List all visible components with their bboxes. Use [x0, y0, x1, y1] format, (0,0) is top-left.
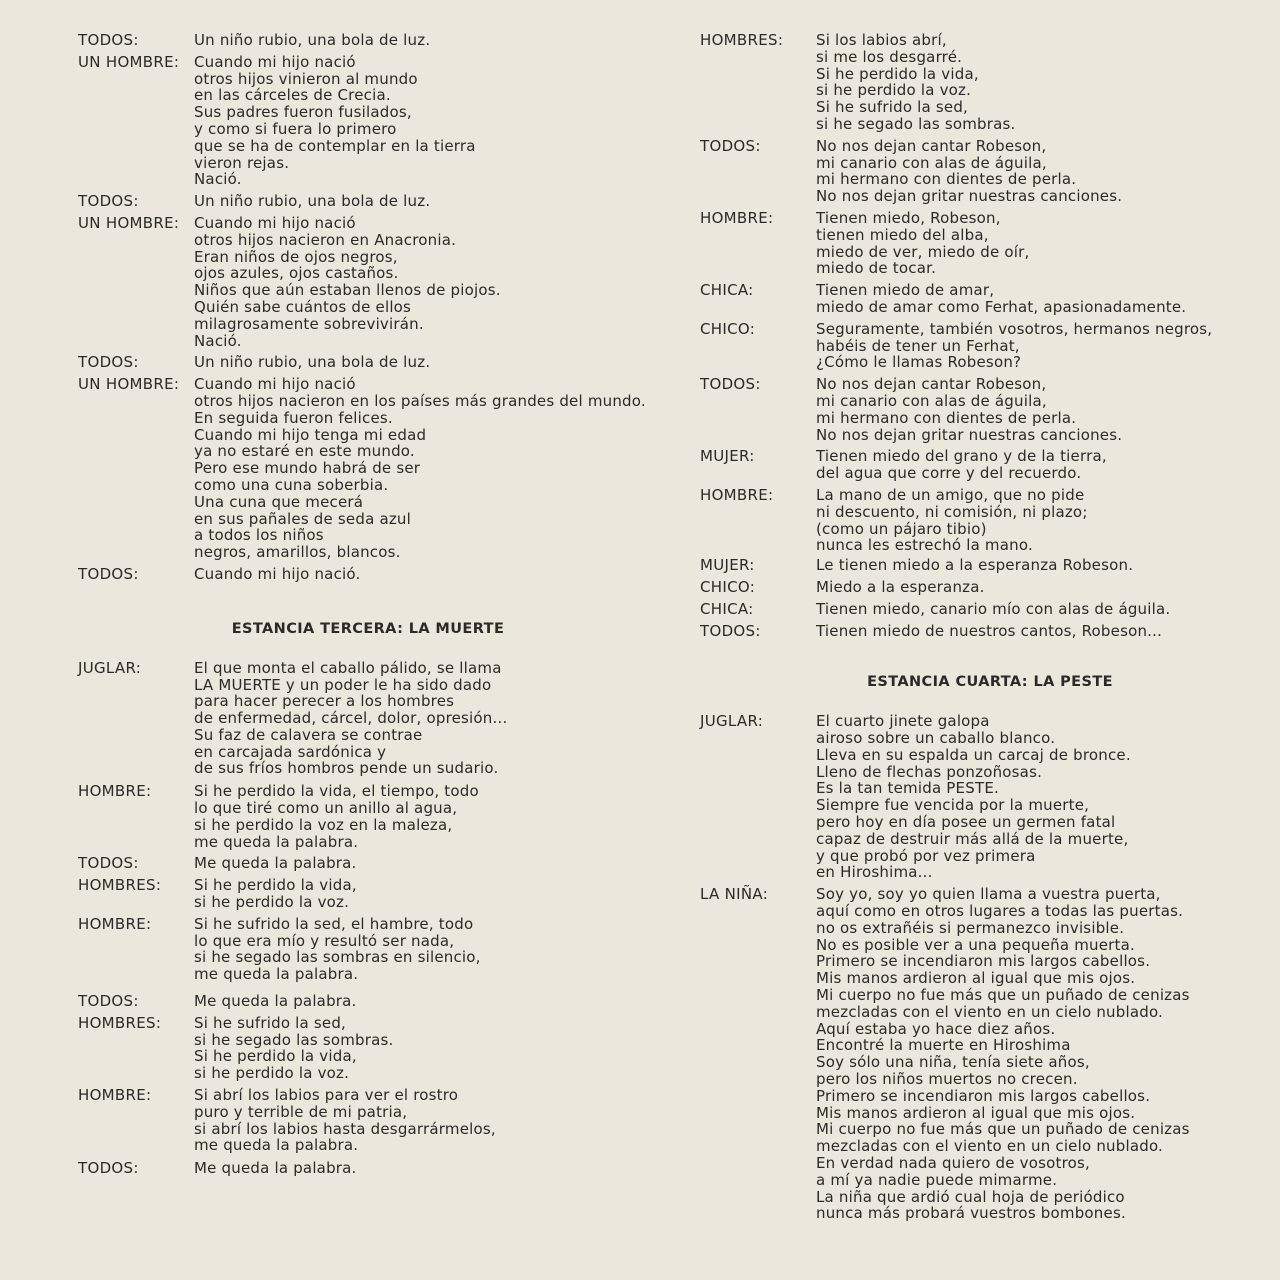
verse-text: [816, 579, 1240, 596]
speaker-label: UN HOMBRE:: [78, 375, 180, 394]
verse-line: si abrí los labios hasta desgarrármelos,: [194, 1119, 496, 1138]
verse-line: nunca más probará vuestros bombones.: [816, 1204, 1126, 1223]
verse-line: No nos dejan gritar nuestras canciones.: [816, 187, 1123, 206]
verse-line: Cuando mi hijo nació: [194, 213, 356, 232]
verse-line: que se ha de contemplar en la tierra: [194, 136, 476, 155]
verse-line: no os extrañéis si permanezco invisible.: [816, 918, 1125, 937]
verse-line: nunca les estrechó la mano.: [816, 536, 1033, 555]
verse-line: lo que tiré como un anillo al agua,: [194, 799, 458, 818]
verse-line: Nació.: [194, 331, 242, 350]
verse-text: [194, 376, 658, 561]
verse-line: Un niño rubio, una bola de luz.: [194, 31, 431, 49]
verse-text: [194, 1087, 658, 1154]
left-column: [78, 32, 658, 1177]
verse-line: si he perdido la voz en la maleza,: [194, 815, 453, 834]
verse-line: si he perdido la voz.: [816, 81, 972, 100]
verse-text: [816, 32, 1240, 133]
verse-line: miedo de amar como Ferhat, apasionadamente.: [816, 297, 1187, 316]
verse-line: Lleva en su espalda un carcaj de bronce.: [816, 745, 1131, 764]
dialogue-entry: [78, 376, 658, 561]
speaker-label: TODOS:: [78, 854, 139, 873]
verse-text: [816, 282, 1240, 316]
verse-line: Eran niños de ojos negros,: [194, 247, 398, 266]
speaker-label: TODOS:: [700, 375, 761, 394]
verse-text: [194, 993, 658, 1010]
speaker-label: CHICO:: [700, 577, 756, 596]
verse-text: [816, 321, 1240, 371]
verse-line: Me queda la palabra.: [194, 992, 357, 1011]
verse-line: habéis de tener un Ferhat,: [816, 336, 1020, 355]
dialogue-entry: [78, 660, 658, 778]
verse-line: (como un pájaro tibio): [816, 519, 987, 538]
verse-text: [816, 487, 1240, 554]
verse-text: [816, 601, 1240, 618]
speaker-label: MUJER:: [700, 447, 755, 466]
verse-line: milagrosamente sobrevivirán.: [194, 314, 424, 333]
verse-line: Tienen miedo, canario mío con alas de águila.: [816, 599, 1171, 618]
verse-line: Mi cuerpo no fue más que un puñado de cenizas: [816, 1120, 1190, 1139]
dialogue-entry: [78, 916, 658, 983]
speaker-label: TODOS:: [78, 192, 139, 211]
verse-line: Tienen miedo de amar,: [816, 281, 995, 300]
verse-text: [194, 215, 658, 349]
dialogue-entry: [78, 215, 658, 349]
dialogue-entry: [700, 487, 1240, 554]
speaker-label: MUJER:: [700, 556, 755, 575]
section-heading: ESTANCIA TERCERA: LA MUERTE: [231, 620, 505, 637]
speaker-label: TODOS:: [700, 136, 761, 155]
verse-text: [194, 783, 658, 850]
verse-line: si he segado las sombras.: [194, 1030, 394, 1049]
dialogue-entry: [78, 54, 658, 188]
verse-line: Mis manos ardieron al igual que mis ojos.: [816, 1103, 1136, 1122]
verse-line: otros hijos nacieron en los países más grandes del mundo.: [194, 391, 646, 410]
verse-line: Si he perdido la vida,: [816, 64, 979, 83]
speaker-label: TODOS:: [78, 564, 139, 583]
verse-line: mi canario con alas de águila,: [816, 391, 1047, 410]
speaker-label: CHICO:: [700, 319, 756, 338]
verse-line: LA MUERTE y un poder le ha sido dado: [194, 675, 492, 694]
verse-line: En seguida fueron felices.: [194, 408, 393, 427]
verse-line: Es la tan temida PESTE.: [816, 779, 999, 798]
speaker-label: TODOS:: [78, 992, 139, 1011]
verse-line: mi canario con alas de águila,: [816, 153, 1047, 172]
dialogue-entry: [700, 557, 1240, 574]
verse-line: pero hoy en día posee un germen fatal: [816, 813, 1116, 832]
verse-line: si he segado las sombras.: [816, 114, 1016, 133]
verse-line: del agua que corre y del recuerdo.: [816, 464, 1082, 483]
dialogue-entry: [700, 321, 1240, 371]
verse-line: ni descuento, ni comisión, ni plazo;: [816, 502, 1088, 521]
verse-line: La niña que ardió cual hoja de periódico: [816, 1187, 1125, 1206]
dialogue-entry: [78, 354, 658, 371]
verse-line: capaz de destruir más allá de la muerte,: [816, 829, 1129, 848]
dialogue-entry: [700, 623, 1240, 640]
verse-line: En verdad nada quiero de vosotros,: [816, 1154, 1090, 1173]
speaker-label: UN HOMBRE:: [78, 52, 180, 71]
verse-line: si he perdido la voz.: [194, 1064, 350, 1083]
verse-line: miedo de ver, miedo de oír,: [816, 242, 1030, 261]
verse-line: y como si fuera lo primero: [194, 119, 397, 138]
verse-line: como una cuna soberbia.: [194, 475, 389, 494]
verse-text: [194, 877, 658, 911]
verse-line: Tienen miedo del grano y de la tierra,: [816, 447, 1107, 466]
verse-text: [194, 855, 658, 872]
verse-line: en sus pañales de seda azul: [194, 509, 411, 528]
verse-line: otros hijos nacieron en Anacronia.: [194, 230, 457, 249]
verse-line: Si he sufrido la sed, el hambre, todo: [194, 914, 474, 933]
verse-line: mi hermano con dientes de perla.: [816, 408, 1077, 427]
verse-line: ¿Cómo le llamas Robeson?: [816, 353, 1022, 372]
speaker-label: HOMBRE:: [78, 914, 152, 933]
dialogue-entry: [78, 1015, 658, 1082]
verse-line: aquí como en otros lugares a todas las puertas.: [816, 902, 1184, 921]
verse-line: miedo de tocar.: [816, 259, 937, 278]
dialogue-entry: [700, 32, 1240, 133]
speaker-label: HOMBRE:: [78, 1086, 152, 1105]
verse-line: Quién sabe cuántos de ellos: [194, 297, 412, 316]
verse-text: [194, 54, 658, 188]
verse-line: vieron rejas.: [194, 153, 290, 172]
dialogue-entry: [700, 210, 1240, 277]
verse-line: ojos azules, ojos castaños.: [194, 264, 399, 283]
verse-line: de sus fríos hombros pende un sudario.: [194, 759, 499, 778]
dialogue-entry: [700, 282, 1240, 316]
verse-text: [194, 193, 658, 210]
verse-line: Si he sufrido la sed,: [816, 98, 969, 117]
speaker-label: HOMBRE:: [700, 208, 774, 227]
dialogue-entry: [700, 886, 1240, 1222]
verse-text: [816, 557, 1240, 574]
verse-line: para hacer perecer a los hombres: [194, 692, 455, 711]
speaker-label: HOMBRE:: [78, 782, 152, 801]
dialogue-entry: [78, 993, 658, 1010]
dialogue-entry: [700, 376, 1240, 443]
verse-line: Aquí estaba yo hace diez años.: [816, 1019, 1056, 1038]
verse-text: [816, 448, 1240, 482]
verse-line: Cuando mi hijo nació: [194, 375, 356, 394]
verse-line: Primero se incendiaron mis largos cabellos.: [816, 952, 1151, 971]
verse-line: Si he perdido la vida,: [194, 876, 357, 895]
verse-line: Si he perdido la vida,: [194, 1047, 357, 1066]
speaker-label: LA NIÑA:: [700, 885, 769, 904]
verse-line: Si he sufrido la sed,: [194, 1013, 347, 1032]
verse-line: lo que era mío y resultó ser nada,: [194, 931, 455, 950]
verse-line: en Hiroshima...: [816, 863, 933, 882]
speaker-label: HOMBRES:: [700, 31, 784, 49]
verse-line: mi hermano con dientes de perla.: [816, 170, 1077, 189]
verse-line: No nos dejan gritar nuestras canciones.: [816, 425, 1123, 444]
verse-line: me queda la palabra.: [194, 832, 359, 851]
verse-line: a mí ya nadie puede mimarme.: [816, 1170, 1058, 1189]
verse-text: [194, 916, 658, 983]
verse-line: mezcladas con el viento en un cielo nublado.: [816, 1137, 1164, 1156]
verse-line: Soy sólo una niña, tenía siete años,: [816, 1053, 1090, 1072]
verse-line: me queda la palabra.: [194, 965, 359, 984]
dialogue-entry: [78, 783, 658, 850]
speaker-label: TODOS:: [78, 353, 139, 372]
dialogue-entry: [78, 1160, 658, 1177]
dialogue-entry: [78, 32, 658, 49]
verse-line: Seguramente, también vosotros, hermanos negros,: [816, 319, 1213, 338]
speaker-label: HOMBRE:: [700, 485, 774, 504]
verse-line: Niños que aún estaban llenos de piojos.: [194, 281, 501, 300]
verse-line: Su faz de calavera se contrae: [194, 725, 423, 744]
verse-line: Encontré la muerte en Hiroshima: [816, 1036, 1071, 1055]
verse-line: Si abrí los labios para ver el rostro: [194, 1086, 459, 1105]
verse-text: [194, 32, 658, 49]
verse-line: Nació.: [194, 170, 242, 189]
dialogue-entry: [700, 448, 1240, 482]
verse-line: El que monta el caballo pálido, se llama: [194, 658, 502, 677]
verse-text: [816, 713, 1240, 881]
dialogue-entry: [700, 601, 1240, 618]
verse-text: [194, 1015, 658, 1082]
verse-line: Le tienen miedo a la esperanza Robeson.: [816, 556, 1134, 575]
section-heading: ESTANCIA CUARTA: LA PESTE: [867, 674, 1113, 691]
verse-line: Si los labios abrí,: [816, 31, 947, 49]
right-column: [700, 32, 1240, 1222]
dialogue-entry: [78, 193, 658, 210]
verse-line: Tienen miedo, Robeson,: [816, 208, 1001, 227]
verse-line: si me los desgarré.: [816, 47, 963, 66]
verse-line: Un niño rubio, una bola de luz.: [194, 353, 431, 372]
dialogue-entry: [700, 138, 1240, 205]
verse-line: y que probó por vez primera: [816, 846, 1036, 865]
verse-text: [194, 566, 658, 583]
verse-line: airoso sobre un caballo blanco.: [816, 729, 1056, 748]
verse-line: Me queda la palabra.: [194, 854, 357, 873]
verse-line: ya no estaré en este mundo.: [194, 442, 415, 461]
verse-line: No es posible ver a una pequeña muerta.: [816, 935, 1135, 954]
verse-text: [816, 886, 1240, 1222]
speaker-label: TODOS:: [700, 621, 761, 640]
verse-line: Sus padres fueron fusilados,: [194, 103, 412, 122]
verse-text: [816, 210, 1240, 277]
verse-line: me queda la palabra.: [194, 1136, 359, 1155]
verse-text: [194, 660, 658, 778]
verse-line: El cuarto jinete galopa: [816, 712, 990, 731]
dialogue-entry: [78, 877, 658, 911]
verse-line: Lleno de flechas ponzoñosas.: [816, 762, 1043, 781]
verse-line: Pero ese mundo habrá de ser: [194, 459, 421, 478]
verse-line: Miedo a la esperanza.: [816, 577, 985, 596]
verse-line: Una cuna que mecerá: [194, 492, 364, 511]
speaker-label: TODOS:: [78, 1159, 139, 1178]
verse-line: si he perdido la voz.: [194, 893, 350, 912]
verse-line: Primero se incendiaron mis largos cabellos.: [816, 1086, 1151, 1105]
verse-line: puro y terrible de mi patria,: [194, 1102, 408, 1121]
verse-line: pero los niños muertos no crecen.: [816, 1070, 1078, 1089]
verse-line: Tienen miedo de nuestros cantos, Robeson...: [816, 621, 1163, 640]
verse-line: a todos los niños: [194, 526, 324, 545]
verse-line: Mi cuerpo no fue más que un puñado de cenizas: [816, 986, 1190, 1005]
speaker-label: UN HOMBRE:: [78, 213, 180, 232]
speaker-label: HOMBRES:: [78, 876, 162, 895]
verse-line: Cuando mi hijo nació.: [194, 564, 361, 583]
speaker-label: TODOS:: [78, 31, 139, 49]
verse-line: en carcajada sardónica y: [194, 742, 387, 761]
verse-line: Cuando mi hijo tenga mi edad: [194, 425, 427, 444]
dialogue-entry: [700, 713, 1240, 881]
verse-line: Me queda la palabra.: [194, 1159, 357, 1178]
verse-line: otros hijos vinieron al mundo: [194, 69, 418, 88]
verse-line: Si he perdido la vida, el tiempo, todo: [194, 782, 479, 801]
verse-line: tienen miedo del alba,: [816, 225, 989, 244]
verse-line: mezcladas con el viento en un cielo nublado.: [816, 1002, 1164, 1021]
verse-line: Siempre fue vencida por la muerte,: [816, 796, 1090, 815]
verse-text: [194, 354, 658, 371]
verse-text: [194, 1160, 658, 1177]
verse-line: si he segado las sombras en silencio,: [194, 948, 481, 967]
verse-line: en las cárceles de Crecia.: [194, 86, 391, 105]
speaker-label: CHICA:: [700, 599, 754, 618]
dialogue-entry: [700, 579, 1240, 596]
verse-text: [816, 623, 1240, 640]
verse-line: Soy yo, soy yo quien llama a vuestra puerta,: [816, 885, 1161, 904]
verse-line: de enfermedad, cárcel, dolor, opresión...: [194, 709, 508, 728]
verse-text: [816, 138, 1240, 205]
speaker-label: JUGLAR:: [700, 712, 764, 731]
dialogue-entry: [78, 1087, 658, 1154]
verse-line: La mano de un amigo, que no pide: [816, 485, 1085, 504]
verse-line: Un niño rubio, una bola de luz.: [194, 192, 431, 211]
speaker-label: CHICA:: [700, 281, 754, 300]
speaker-label: JUGLAR:: [78, 658, 142, 677]
verse-line: negros, amarillos, blancos.: [194, 543, 401, 562]
verse-line: No nos dejan cantar Robeson,: [816, 375, 1047, 394]
verse-line: No nos dejan cantar Robeson,: [816, 136, 1047, 155]
speaker-label: HOMBRES:: [78, 1013, 162, 1032]
verse-line: Cuando mi hijo nació: [194, 52, 356, 71]
verse-text: [816, 376, 1240, 443]
dialogue-entry: [78, 855, 658, 872]
verse-line: Mis manos ardieron al igual que mis ojos.: [816, 969, 1136, 988]
dialogue-entry: [78, 566, 658, 583]
